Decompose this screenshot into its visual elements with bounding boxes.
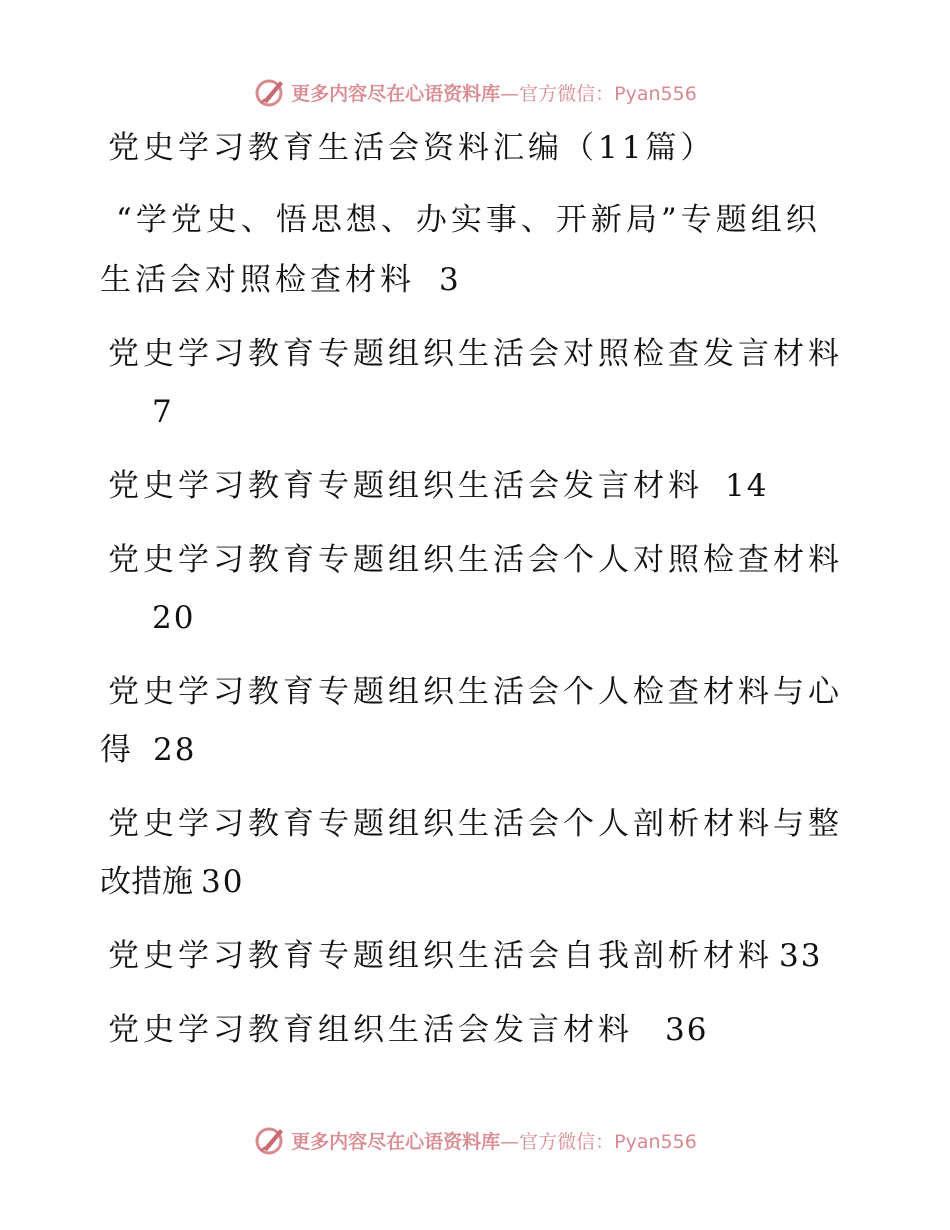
toc-entry-page: 7 <box>152 394 174 430</box>
toc-entry-page: 33 <box>779 938 823 974</box>
toc-entry-title: “学党史、悟思想、办实事、开新局”专题组织 <box>116 202 821 238</box>
toc-entry-page: 36 <box>665 1012 709 1048</box>
banner-main-text: 更多内容尽在心语资料库 <box>291 82 501 105</box>
toc-entry-title: 党史学习教育专题组织生活会自我剖析材料 <box>108 938 773 974</box>
toc-entry-page: 3 <box>439 262 461 298</box>
banner-main-text: 更多内容尽在心语资料库 <box>291 1130 501 1153</box>
toc-entry-title: 党史学习教育组织生活会发言材料 <box>108 1012 633 1048</box>
toc-entry-page: 14 <box>725 468 769 504</box>
toc-entry-title: 党史学习教育专题组织生活会发言材料 <box>108 468 703 504</box>
toc-entry-title-cont: 改措施 <box>100 864 193 900</box>
toc-entry-page: 28 <box>153 732 197 768</box>
document-title: 党史学习教育生活会资料汇编（11篇） <box>108 130 716 166</box>
footer-watermark-banner <box>0 1120 950 1160</box>
toc-entry-title: 党史学习教育专题组织生活会个人剖析材料与整 <box>108 806 843 842</box>
banner-suffix-text: —官方微信：Pyan556 <box>500 1130 697 1153</box>
toc-entry-title: 党史学习教育专题组织生活会对照检查发言材料 <box>108 336 843 372</box>
toc-entry-title-cont: 生活会对照检查材料 <box>100 262 415 298</box>
toc-entry-title-cont: 得 <box>100 732 135 768</box>
banner-suffix-text: —官方微信：Pyan556 <box>500 82 697 105</box>
toc-entry-page: 20 <box>152 600 196 636</box>
toc-entry-title: 党史学习教育专题组织生活会个人对照检查材料 <box>108 542 843 578</box>
quill-logo-icon <box>253 1123 287 1157</box>
toc-entry-title: 党史学习教育专题组织生活会个人检查材料与心 <box>108 674 843 710</box>
toc-entry-page: 30 <box>201 864 245 900</box>
